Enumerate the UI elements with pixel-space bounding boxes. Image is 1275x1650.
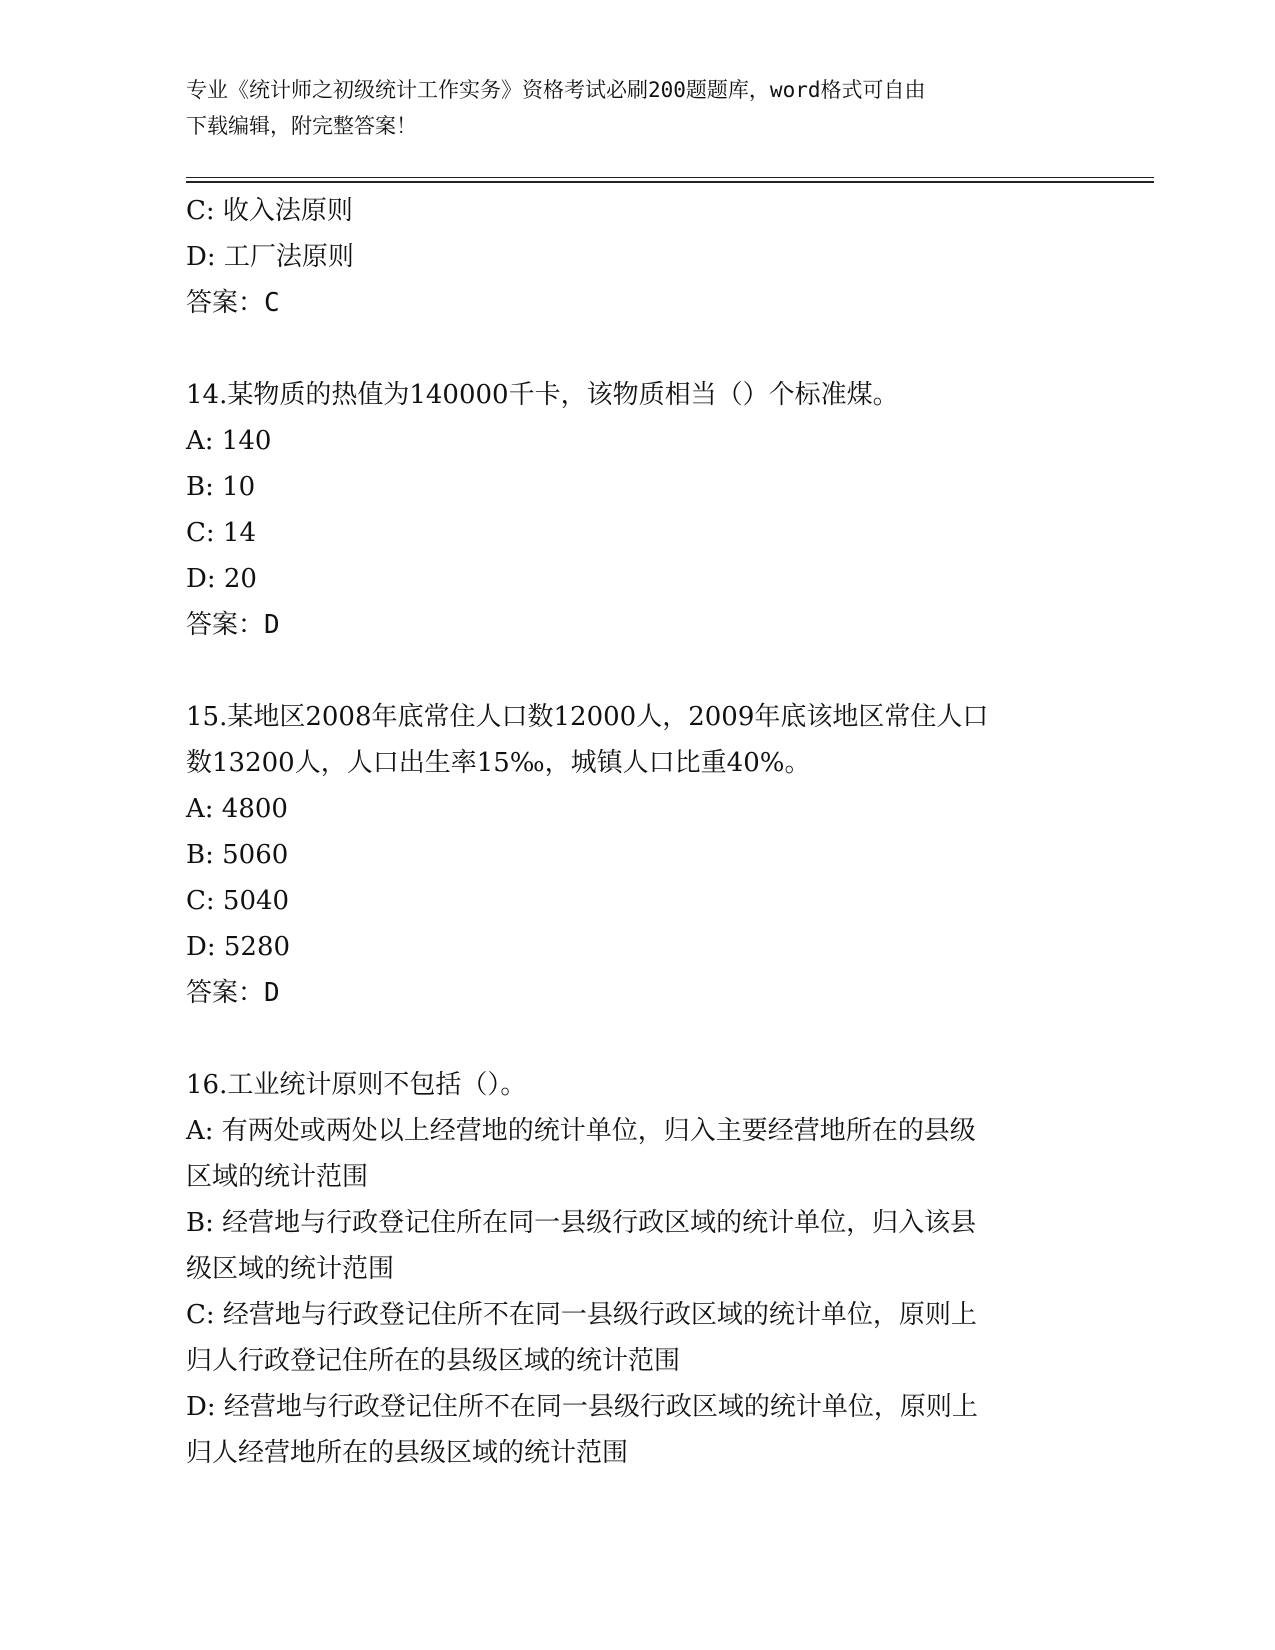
option-d: D: 工厂法原则 [186, 242, 354, 272]
question-stem: 14.某物质的热值为140000千卡，该物质相当（）个标准煤。 [186, 380, 899, 410]
question-stem-line-2: 数13200人，人口出生率15‰，城镇人口比重40%。 [186, 748, 811, 778]
question-16 [186, 1062, 1086, 1476]
option-d-line-1: D: 经营地与行政登记住所不在同一县级行政区域的统计单位，原则上 [186, 1392, 978, 1422]
question-stem: 16.工业统计原则不包括（）。 [186, 1070, 527, 1100]
option-c: C: 5040 [186, 886, 290, 916]
option-a: A: 140 [186, 426, 272, 456]
option-b: B: 10 [186, 472, 256, 502]
option-c-line-2: 归人行政登记住所在的县级区域的统计范围 [186, 1346, 681, 1376]
question-content [186, 188, 1086, 1476]
option-a: A: 4800 [186, 794, 288, 824]
option-b-line-2: 级区域的统计范围 [186, 1254, 395, 1284]
page-header [186, 72, 1066, 144]
header-divider-thick [186, 181, 1154, 183]
option-c-line-1: C: 经营地与行政登记住所不在同一县级行政区域的统计单位，原则上 [186, 1300, 977, 1330]
header-divider-thin [186, 177, 1154, 178]
header-line-1: 专业《统计师之初级统计工作实务》资格考试必刷200题题库，word格式可自由 [186, 78, 926, 102]
option-a-line-2: 区域的统计范围 [186, 1162, 369, 1192]
option-d-line-2: 归人经营地所在的县级区域的统计范围 [186, 1438, 629, 1468]
question-13-tail [186, 188, 1086, 326]
question-stem-line-1: 15.某地区2008年底常住人口数12000人，2009年底该地区常住人口 [186, 702, 989, 732]
option-c: C: 14 [186, 518, 257, 548]
answer-line: 答案：D [186, 978, 280, 1008]
option-b-line-1: B: 经营地与行政登记住所在同一县级行政区域的统计单位，归入该县 [186, 1208, 977, 1238]
option-d: D: 20 [186, 564, 257, 594]
answer-line: 答案：C [186, 288, 280, 318]
option-a-line-1: A: 有两处或两处以上经营地的统计单位，归入主要经营地所在的县级 [186, 1116, 976, 1146]
option-c: C: 收入法原则 [186, 196, 353, 226]
option-b: B: 5060 [186, 840, 289, 870]
question-15 [186, 694, 1086, 1016]
answer-line: 答案：D [186, 610, 280, 640]
header-line-2: 下载编辑，附完整答案！ [186, 114, 417, 138]
question-14 [186, 372, 1086, 648]
option-d: D: 5280 [186, 932, 291, 962]
